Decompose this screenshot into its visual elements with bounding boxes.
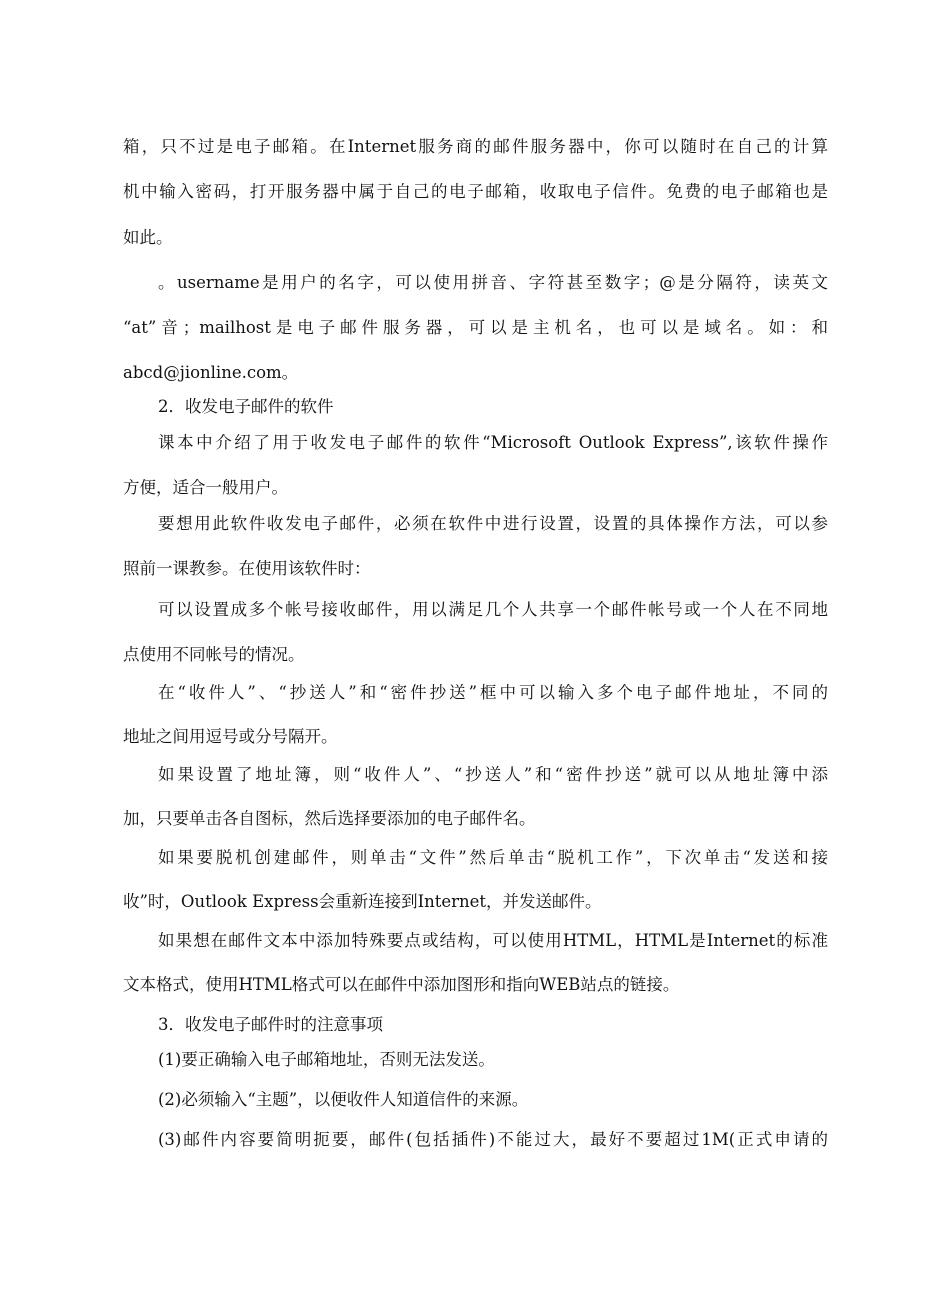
text-line: 如果要脱机创建邮件，则单击“文件”然后单击“脱机工作”，下次单击“发送和接 xyxy=(158,848,828,867)
list-item: (1)要正确输入电子邮箱地址，否则无法发送。 xyxy=(158,1050,495,1069)
text-line: 如果设置了地址簿，则“收件人”、“抄送人”和“密件抄送”就可以从地址簿中添 xyxy=(158,765,828,784)
text-line: 课本中介绍了用于收发电子邮件的软件“Microsoft Outlook Express”,该软件操作 xyxy=(158,433,828,452)
text-line: abcd@jionline.com。 xyxy=(123,363,299,382)
text-line: 收”时，Outlook Express会重新连接到Internet，并发送邮件。 xyxy=(123,892,602,911)
text-line: 照前一课教参。在使用该软件时： xyxy=(123,559,371,578)
list-item: (3)邮件内容要简明扼要，邮件(包括插件)不能过大，最好不要超过1M(正式申请的 xyxy=(158,1130,828,1149)
list-item: (2)必须输入“主题”，以便收件人知道信件的来源。 xyxy=(158,1090,529,1109)
text-line: 机中输入密码，打开服务器中属于自己的电子邮箱，收取电子信件。免费的电子邮箱也是 xyxy=(123,182,828,201)
text-line: 方便，适合一般用户。 xyxy=(123,478,288,497)
text-line: 在“收件人”、“抄送人”和“密件抄送”框中可以输入多个电子邮件地址，不同的 xyxy=(158,683,828,702)
text-line: 加，只要单击各自图标，然后选择要添加的电子邮件名。 xyxy=(123,809,536,828)
text-line: “at”音；mailhost是电子邮件服务器，可以是主机名，也可以是域名。如：和 xyxy=(123,318,828,337)
text-line: 如此。 xyxy=(123,228,173,247)
text-line: 如果想在邮件文本中添加特殊要点或结构，可以使用HTML，HTML是Internet的标准 xyxy=(158,931,828,950)
section-heading: 2．收发电子邮件的软件 xyxy=(158,397,334,416)
section-heading: 3．收发电子邮件时的注意事项 xyxy=(158,1015,383,1034)
text-line: 要想用此软件收发电子邮件，必须在软件中进行设置，设置的具体操作方法，可以参 xyxy=(158,514,828,533)
text-line: 。username是用户的名字，可以使用拼音、字符甚至数字；@是分隔符，读英文 xyxy=(158,273,828,292)
text-line: 点使用不同帐号的情况。 xyxy=(123,645,305,664)
text-line: 地址之间用逗号或分号隔开。 xyxy=(123,727,338,746)
text-line: 箱，只不过是电子邮箱。在Internet服务商的邮件服务器中，你可以随时在自己的计算 xyxy=(123,137,828,156)
text-line: 可以设置成多个帐号接收邮件，用以满足几个人共享一个邮件帐号或一个人在不同地 xyxy=(158,600,828,619)
text-line: 文本格式，使用HTML格式可以在邮件中添加图形和指向WEB站点的链接。 xyxy=(123,975,680,994)
